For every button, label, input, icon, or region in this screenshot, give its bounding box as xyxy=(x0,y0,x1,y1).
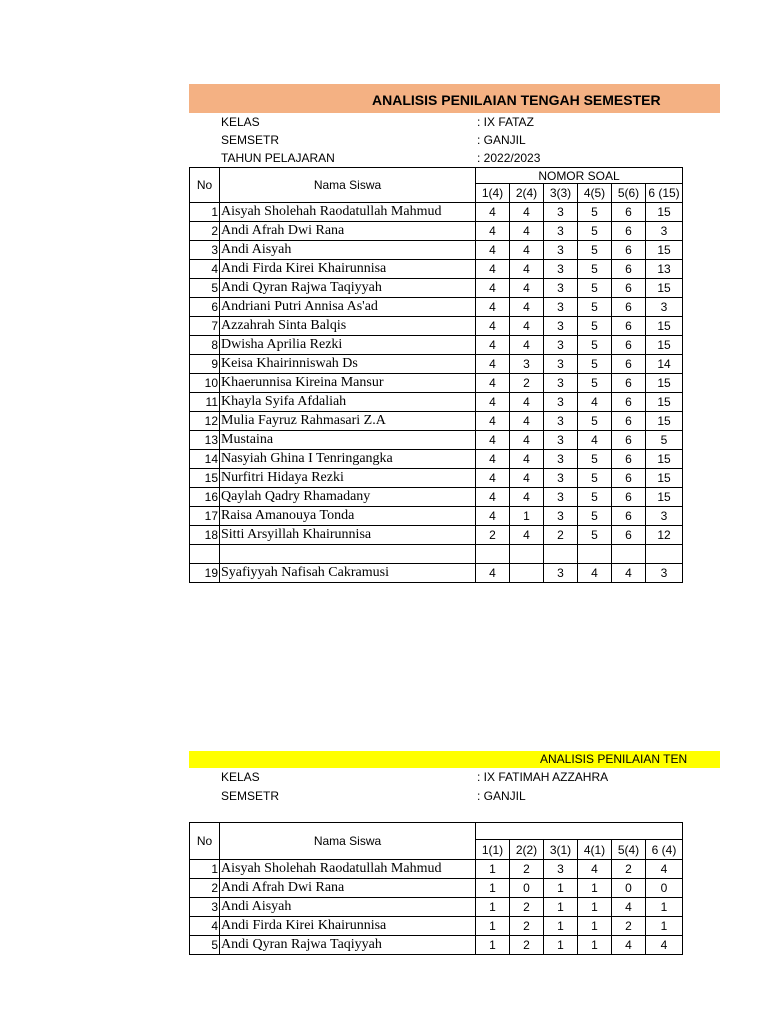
table-row xyxy=(190,488,683,507)
row-number: 5 xyxy=(190,936,220,955)
table-row xyxy=(190,260,683,279)
sheet1-class-value: : IX FATAZ xyxy=(477,115,534,129)
header-question: 4(1) xyxy=(578,840,612,860)
row-number: 15 xyxy=(190,469,220,488)
score-cell: 0 xyxy=(510,879,544,898)
score-cell: 4 xyxy=(510,222,544,241)
sheet1-score-table xyxy=(189,167,683,583)
score-cell: 3 xyxy=(544,374,578,393)
score-cell: 2 xyxy=(510,860,544,879)
score-cell: 2 xyxy=(510,898,544,917)
score-cell: 5 xyxy=(578,526,612,545)
score-cell: 1 xyxy=(646,917,683,936)
student-name: Mustaina xyxy=(220,431,476,450)
header-question: 5(4) xyxy=(612,840,646,860)
score-cell: 5 xyxy=(578,469,612,488)
score-cell: 4 xyxy=(510,450,544,469)
score-cell: 2 xyxy=(510,917,544,936)
score-cell: 3 xyxy=(544,431,578,450)
score-cell: 4 xyxy=(510,488,544,507)
score-cell: 13 xyxy=(646,260,683,279)
score-cell: 15 xyxy=(646,469,683,488)
sheet1-year-value: : 2022/2023 xyxy=(477,151,541,165)
row-number: 5 xyxy=(190,279,220,298)
score-cell: 0 xyxy=(612,879,646,898)
score-cell: 5 xyxy=(578,279,612,298)
table-row xyxy=(190,222,683,241)
score-cell: 4 xyxy=(578,564,612,583)
row-number: 19 xyxy=(190,564,220,583)
score-cell: 4 xyxy=(476,564,510,583)
header-question: 6 (15) xyxy=(646,184,683,203)
table-row xyxy=(190,203,683,222)
header-question: 2(4) xyxy=(510,184,544,203)
score-cell: 4 xyxy=(476,298,510,317)
score-cell: 1 xyxy=(544,917,578,936)
score-cell: 4 xyxy=(510,412,544,431)
score-cell: 4 xyxy=(476,241,510,260)
score-cell: 3 xyxy=(646,298,683,317)
score-cell: 3 xyxy=(544,336,578,355)
row-number: 11 xyxy=(190,393,220,412)
row-number: 13 xyxy=(190,431,220,450)
score-cell: 4 xyxy=(476,317,510,336)
score-cell: 15 xyxy=(646,374,683,393)
score-cell: 3 xyxy=(544,860,578,879)
sheet2-semester-value: : GANJIL xyxy=(477,789,526,803)
score-cell: 4 xyxy=(578,431,612,450)
score-cell: 5 xyxy=(578,317,612,336)
sheet1-title-band xyxy=(189,84,720,113)
header-question: 2(2) xyxy=(510,840,544,860)
header-question-group: NOMOR SOAL xyxy=(476,168,683,184)
student-name: Khayla Syifa Afdaliah xyxy=(220,393,476,412)
score-cell: 15 xyxy=(646,241,683,260)
score-cell: 6 xyxy=(612,203,646,222)
score-cell: 4 xyxy=(510,317,544,336)
table-row xyxy=(190,317,683,336)
score-cell: 3 xyxy=(544,488,578,507)
sheet2-class-value: : IX FATIMAH AZZAHRA xyxy=(477,770,609,784)
table-row xyxy=(190,526,683,545)
row-number: 3 xyxy=(190,241,220,260)
score-cell: 5 xyxy=(578,336,612,355)
score-cell: 3 xyxy=(544,450,578,469)
header-question: 3(3) xyxy=(544,184,578,203)
score-cell: 2 xyxy=(612,917,646,936)
sheet1-class-label: KELAS xyxy=(221,115,260,129)
header-question: 4(5) xyxy=(578,184,612,203)
student-name: Khaerunnisa Kireina Mansur xyxy=(220,374,476,393)
score-cell: 4 xyxy=(578,393,612,412)
score-cell: 1 xyxy=(544,898,578,917)
score-cell: 5 xyxy=(578,450,612,469)
score-cell: 4 xyxy=(510,279,544,298)
score-cell: 3 xyxy=(544,298,578,317)
table-row xyxy=(190,860,683,879)
score-cell: 1 xyxy=(476,860,510,879)
score-cell: 4 xyxy=(510,203,544,222)
score-cell xyxy=(544,545,578,564)
row-number: 18 xyxy=(190,526,220,545)
score-cell: 4 xyxy=(646,936,683,955)
row-number: 10 xyxy=(190,374,220,393)
score-cell: 6 xyxy=(612,431,646,450)
score-cell: 15 xyxy=(646,336,683,355)
student-name: Nurfitri Hidaya Rezki xyxy=(220,469,476,488)
score-cell: 4 xyxy=(476,507,510,526)
score-cell: 6 xyxy=(612,355,646,374)
score-cell: 4 xyxy=(476,355,510,374)
table-row xyxy=(190,507,683,526)
score-cell: 6 xyxy=(612,374,646,393)
row-number: 14 xyxy=(190,450,220,469)
sheet2-title-band xyxy=(189,751,720,768)
student-name: Andi Afrah Dwi Rana xyxy=(220,879,476,898)
score-cell: 4 xyxy=(510,469,544,488)
header-question: 1(1) xyxy=(476,840,510,860)
header-question: 6 (4) xyxy=(646,840,683,860)
score-cell xyxy=(510,564,544,583)
header-name: Nama Siswa xyxy=(220,823,476,860)
student-name: Andi Qyran Rajwa Taqiyyah xyxy=(220,279,476,298)
header-question: 3(1) xyxy=(544,840,578,860)
score-cell: 4 xyxy=(476,393,510,412)
score-cell: 1 xyxy=(646,898,683,917)
score-cell: 5 xyxy=(578,241,612,260)
score-cell: 3 xyxy=(544,507,578,526)
score-cell: 0 xyxy=(646,879,683,898)
score-cell: 4 xyxy=(476,260,510,279)
student-name: Mulia Fayruz Rahmasari Z.A xyxy=(220,412,476,431)
score-cell: 4 xyxy=(612,564,646,583)
score-cell: 15 xyxy=(646,317,683,336)
row-number: 7 xyxy=(190,317,220,336)
student-name: Aisyah Sholehah Raodatullah Mahmud xyxy=(220,203,476,222)
score-cell: 4 xyxy=(476,374,510,393)
table-row xyxy=(190,279,683,298)
score-cell: 2 xyxy=(476,526,510,545)
score-cell xyxy=(646,545,683,564)
table-row xyxy=(190,879,683,898)
row-number: 2 xyxy=(190,879,220,898)
score-cell: 4 xyxy=(510,298,544,317)
sheet1-year-label: TAHUN PELAJARAN xyxy=(221,151,335,165)
student-name: Aisyah Sholehah Raodatullah Mahmud xyxy=(220,860,476,879)
score-cell: 1 xyxy=(578,917,612,936)
score-cell: 1 xyxy=(544,936,578,955)
score-cell: 3 xyxy=(544,203,578,222)
table-row xyxy=(190,564,683,583)
score-cell: 3 xyxy=(646,222,683,241)
score-cell: 6 xyxy=(612,298,646,317)
row-number: 9 xyxy=(190,355,220,374)
row-number: 8 xyxy=(190,336,220,355)
row-number: 2 xyxy=(190,222,220,241)
sheet2-semester-label: SEMSETR xyxy=(221,789,280,803)
score-cell: 4 xyxy=(476,431,510,450)
score-cell: 6 xyxy=(612,317,646,336)
score-cell: 4 xyxy=(476,469,510,488)
row-number: 1 xyxy=(190,860,220,879)
row-number: 4 xyxy=(190,917,220,936)
row-number: 3 xyxy=(190,898,220,917)
score-cell: 4 xyxy=(578,860,612,879)
table-row xyxy=(190,898,683,917)
header-no: No xyxy=(190,823,220,860)
score-cell: 6 xyxy=(612,507,646,526)
row-number: 4 xyxy=(190,260,220,279)
table-row xyxy=(190,412,683,431)
row-number: 17 xyxy=(190,507,220,526)
table-row xyxy=(190,469,683,488)
score-cell: 2 xyxy=(612,860,646,879)
score-cell: 1 xyxy=(544,879,578,898)
score-cell: 4 xyxy=(476,412,510,431)
score-cell: 4 xyxy=(510,241,544,260)
score-cell: 5 xyxy=(578,412,612,431)
table-row xyxy=(190,393,683,412)
score-cell: 3 xyxy=(510,355,544,374)
score-cell: 5 xyxy=(646,431,683,450)
table-row xyxy=(190,431,683,450)
score-cell: 6 xyxy=(612,336,646,355)
score-cell: 1 xyxy=(510,507,544,526)
row-number: 16 xyxy=(190,488,220,507)
score-cell: 3 xyxy=(544,241,578,260)
score-cell: 4 xyxy=(476,222,510,241)
score-cell: 3 xyxy=(544,355,578,374)
table-row xyxy=(190,336,683,355)
score-cell: 5 xyxy=(578,203,612,222)
header-question-group xyxy=(476,823,683,840)
student-name: Andriani Putri Annisa As'ad xyxy=(220,298,476,317)
score-cell: 3 xyxy=(646,564,683,583)
student-name: Azzahrah Sinta Balqis xyxy=(220,317,476,336)
table-row xyxy=(190,917,683,936)
table-row xyxy=(190,936,683,955)
header-question: 1(4) xyxy=(476,184,510,203)
student-name: Andi Aisyah xyxy=(220,898,476,917)
score-cell: 3 xyxy=(544,260,578,279)
score-cell: 3 xyxy=(544,469,578,488)
score-cell: 3 xyxy=(544,564,578,583)
score-cell: 6 xyxy=(612,488,646,507)
score-cell: 4 xyxy=(510,393,544,412)
score-cell xyxy=(510,545,544,564)
score-cell: 1 xyxy=(578,879,612,898)
student-name: Andi Firda Kirei Khairunnisa xyxy=(220,917,476,936)
score-cell: 5 xyxy=(578,222,612,241)
student-name: Keisa Khairinniswah Ds xyxy=(220,355,476,374)
table-row xyxy=(190,374,683,393)
score-cell: 1 xyxy=(476,879,510,898)
score-cell: 5 xyxy=(578,260,612,279)
score-cell xyxy=(612,545,646,564)
score-cell: 4 xyxy=(476,336,510,355)
header-question: 5(6) xyxy=(612,184,646,203)
table-row xyxy=(190,355,683,374)
score-cell: 3 xyxy=(544,393,578,412)
score-cell: 6 xyxy=(612,412,646,431)
score-cell: 3 xyxy=(544,222,578,241)
score-cell: 5 xyxy=(578,488,612,507)
row-number: 1 xyxy=(190,203,220,222)
student-name: Syafiyyah Nafisah Cakramusi xyxy=(220,564,476,583)
row-number xyxy=(190,545,220,564)
score-cell: 1 xyxy=(578,936,612,955)
score-cell: 1 xyxy=(476,917,510,936)
score-cell: 4 xyxy=(510,260,544,279)
sheet1-semester-label: SEMSETR xyxy=(221,133,280,147)
score-cell: 14 xyxy=(646,355,683,374)
score-cell: 6 xyxy=(612,260,646,279)
row-number: 6 xyxy=(190,298,220,317)
score-cell: 4 xyxy=(612,898,646,917)
score-cell: 6 xyxy=(612,279,646,298)
score-cell: 4 xyxy=(476,203,510,222)
score-cell: 4 xyxy=(476,450,510,469)
score-cell: 4 xyxy=(646,860,683,879)
sheet1-semester-value: : GANJIL xyxy=(477,133,526,147)
score-cell: 3 xyxy=(544,412,578,431)
score-cell: 6 xyxy=(612,450,646,469)
score-cell: 5 xyxy=(578,298,612,317)
score-cell: 4 xyxy=(612,936,646,955)
sheet1-title: ANALISIS PENILAIAN TENGAH SEMESTER xyxy=(372,92,661,108)
score-cell: 15 xyxy=(646,393,683,412)
header-no: No xyxy=(190,168,220,203)
score-cell: 3 xyxy=(646,507,683,526)
header-name: Nama Siswa xyxy=(220,168,476,203)
score-cell: 1 xyxy=(578,898,612,917)
score-cell: 5 xyxy=(578,374,612,393)
score-cell: 6 xyxy=(612,222,646,241)
score-cell: 15 xyxy=(646,279,683,298)
sheet2-score-table xyxy=(189,822,683,955)
student-name: Andi Qyran Rajwa Taqiyyah xyxy=(220,936,476,955)
score-cell: 4 xyxy=(476,279,510,298)
score-cell: 5 xyxy=(578,355,612,374)
score-cell: 15 xyxy=(646,412,683,431)
score-cell: 15 xyxy=(646,488,683,507)
score-cell xyxy=(578,545,612,564)
score-cell: 12 xyxy=(646,526,683,545)
student-name xyxy=(220,545,476,564)
student-name: Andi Firda Kirei Khairunnisa xyxy=(220,260,476,279)
table-row xyxy=(190,298,683,317)
table-row xyxy=(190,241,683,260)
score-cell: 6 xyxy=(612,469,646,488)
sheet2-title: ANALISIS PENILAIAN TEN xyxy=(540,752,688,766)
score-cell: 6 xyxy=(612,526,646,545)
score-cell: 15 xyxy=(646,450,683,469)
score-cell: 2 xyxy=(510,374,544,393)
score-cell: 2 xyxy=(544,526,578,545)
student-name: Qaylah Qadry Rhamadany xyxy=(220,488,476,507)
score-cell: 4 xyxy=(476,488,510,507)
score-cell: 4 xyxy=(510,336,544,355)
score-cell: 4 xyxy=(510,526,544,545)
table-row xyxy=(190,450,683,469)
score-cell: 6 xyxy=(612,241,646,260)
student-name: Andi Afrah Dwi Rana xyxy=(220,222,476,241)
sheet2-class-label: KELAS xyxy=(221,770,260,784)
student-name: Andi Aisyah xyxy=(220,241,476,260)
score-cell: 1 xyxy=(476,936,510,955)
score-cell: 15 xyxy=(646,203,683,222)
student-name: Sitti Arsyillah Khairunnisa xyxy=(220,526,476,545)
score-cell: 1 xyxy=(476,898,510,917)
score-cell: 4 xyxy=(510,431,544,450)
score-cell: 5 xyxy=(578,507,612,526)
score-cell: 3 xyxy=(544,279,578,298)
score-cell: 3 xyxy=(544,317,578,336)
score-cell xyxy=(476,545,510,564)
score-cell: 2 xyxy=(510,936,544,955)
row-number: 12 xyxy=(190,412,220,431)
score-cell: 6 xyxy=(612,393,646,412)
table-row xyxy=(190,545,683,564)
student-name: Raisa Amanouya Tonda xyxy=(220,507,476,526)
student-name: Dwisha Aprilia Rezki xyxy=(220,336,476,355)
student-name: Nasyiah Ghina I Tenringangka xyxy=(220,450,476,469)
